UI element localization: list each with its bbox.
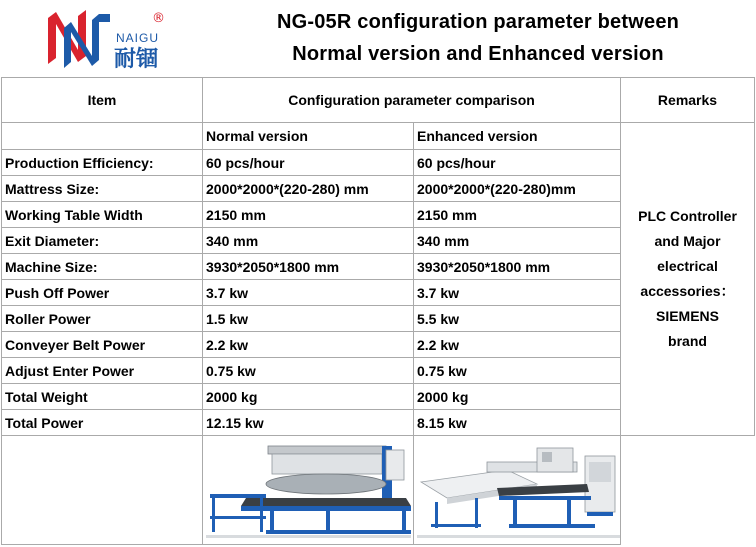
row-enhanced: 2000 kg — [414, 384, 621, 410]
remarks-line: and Major — [654, 233, 721, 249]
image-row-empty — [2, 436, 203, 545]
row-normal: 1.5 kw — [203, 306, 414, 332]
logo-brand-en: NAIGU — [116, 31, 160, 45]
logo-registered: ® — [152, 11, 165, 26]
naigu-logo — [44, 6, 204, 72]
row-item: Total Weight — [2, 384, 203, 410]
comparison-table — [1, 77, 755, 545]
row-enhanced: 0.75 kw — [414, 358, 621, 384]
row-enhanced: 5.5 kw — [414, 306, 621, 332]
row-enhanced: 8.15 kw — [414, 410, 621, 436]
row-item: Mattress Size: — [2, 176, 203, 202]
row-normal: 2000*2000*(220-280) mm — [203, 176, 414, 202]
table-header-row — [2, 78, 755, 123]
row-normal: 12.15 kw — [203, 410, 414, 436]
row-normal: 3930*2050*1800 mm — [203, 254, 414, 280]
header-comparison: Configuration parameter comparison — [203, 78, 621, 123]
remarks-line: SIEMENS — [655, 308, 719, 324]
row-enhanced: 2000*2000*(220-280)mm — [414, 176, 621, 202]
subheader-empty — [2, 123, 203, 150]
remarks-line: brand — [668, 333, 707, 349]
enhanced-machine-cell — [414, 436, 621, 545]
remarks-line: PLC Controller — [638, 208, 737, 224]
row-item: Conveyer Belt Power — [2, 332, 203, 358]
row-normal: 3.7 kw — [203, 280, 414, 306]
table-subheader-row — [2, 123, 755, 150]
logo-brand-cn: 耐锢 — [114, 47, 159, 72]
row-item: Total Power — [2, 410, 203, 436]
header-item: Item — [2, 78, 203, 123]
page-title — [208, 6, 748, 70]
row-item: Exit Diameter: — [2, 228, 203, 254]
row-enhanced: 2.2 kw — [414, 332, 621, 358]
logo-mark — [48, 10, 110, 68]
normal-machine-image — [206, 440, 411, 540]
row-item: Roller Power — [2, 306, 203, 332]
row-enhanced: 3930*2050*1800 mm — [414, 254, 621, 280]
remarks-line: electrical — [657, 258, 718, 274]
subheader-normal: Normal version — [203, 123, 414, 150]
row-item: Push Off Power — [2, 280, 203, 306]
row-normal: 2000 kg — [203, 384, 414, 410]
row-enhanced: 3.7 kw — [414, 280, 621, 306]
header-remarks: Remarks — [621, 78, 755, 123]
subheader-enhanced: Enhanced version — [414, 123, 621, 150]
row-item: Production Efficiency: — [2, 150, 203, 176]
row-normal: 2150 mm — [203, 202, 414, 228]
row-normal: 2.2 kw — [203, 332, 414, 358]
enhanced-machine-image — [417, 440, 621, 540]
row-normal: 340 mm — [203, 228, 414, 254]
title-line-1: NG-05R configuration parameter between — [276, 11, 680, 33]
normal-machine-cell — [203, 436, 414, 545]
row-item: Adjust Enter Power — [2, 358, 203, 384]
row-enhanced: 2150 mm — [414, 202, 621, 228]
row-item: Working Table Width — [2, 202, 203, 228]
row-enhanced: 60 pcs/hour — [414, 150, 621, 176]
row-enhanced: 340 mm — [414, 228, 621, 254]
row-normal: 0.75 kw — [203, 358, 414, 384]
title-line-2: Normal version and Enhanced version — [292, 43, 664, 65]
row-normal: 60 pcs/hour — [203, 150, 414, 176]
machine-image-row — [2, 436, 755, 545]
remarks-line: accessories： — [640, 283, 735, 299]
row-item: Machine Size: — [2, 254, 203, 280]
remarks-cell — [621, 123, 755, 436]
